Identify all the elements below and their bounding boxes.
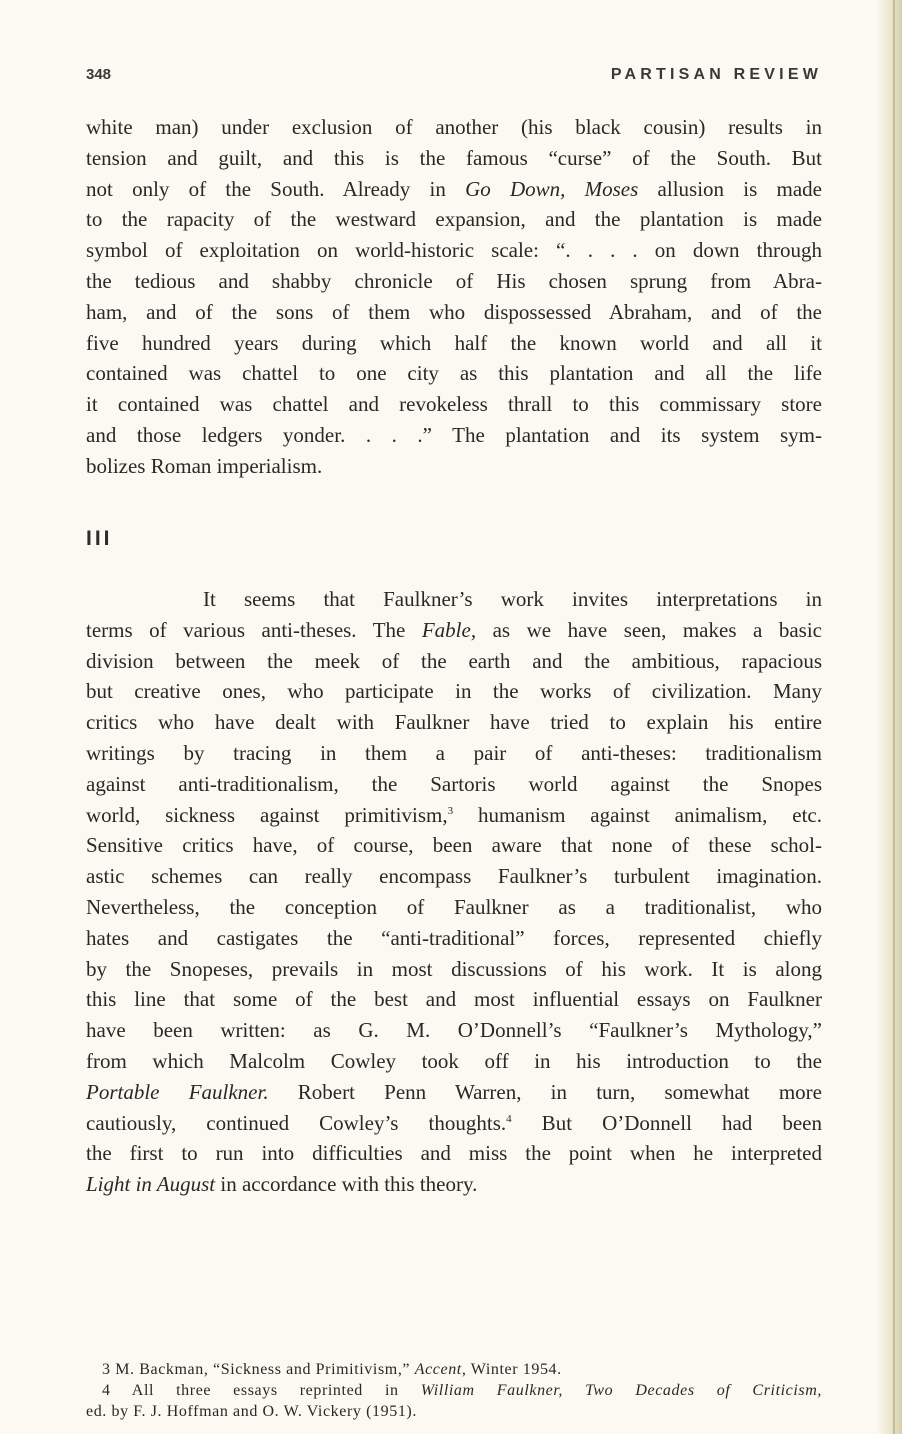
footnote-4-continued: ed. by F. J. Hoffman and O. W. Vickery (1951). <box>86 1403 417 1420</box>
text-line: against anti-traditionalism, the Sartoris world against the Snopes <box>86 771 822 796</box>
text-line: to the rapacity of the westward expansion, and the plantation is made <box>86 207 822 232</box>
text-line: not only of the South. Already in Go Down, Moses allusion is made <box>86 176 822 201</box>
text-line: but creative ones, who participate in the works of civilization. Many <box>86 679 822 704</box>
text-line: symbol of exploitation on world-historic scale: “. . . . on down through <box>86 238 822 263</box>
journal-title: PARTISAN REVIEW <box>610 66 822 83</box>
book-title-italic: Light in August <box>86 1172 216 1197</box>
text-line: Nevertheless, the conception of Faulkner as a traditionalist, who <box>86 894 822 919</box>
text-line: astic schemes can really encompass Faulkner’s turbulent imagination. <box>86 864 822 889</box>
paragraph-2 <box>86 584 822 1200</box>
text-line: it contained was chattel and revokeless thrall to this commissary store <box>86 392 822 417</box>
footnote-4: 4 All three essays reprinted in William Faulkner, Two Decades of Criticism, <box>102 1382 822 1399</box>
page-edge-shadow <box>876 0 902 1434</box>
book-title-italic: Fable, <box>421 617 477 642</box>
footnote-3: 3 M. Backman, “Sickness and Primitivism,” Accent, Winter 1954. <box>102 1361 562 1378</box>
text-line: by the Snopeses, prevails in most discussions of his work. It is along <box>86 956 822 981</box>
text-line: Light in August in accordance with this theory. <box>86 1172 478 1197</box>
text-line: from which Malcolm Cowley took off in his introduction to the <box>86 1048 822 1073</box>
text-line: writings by tracing in them a pair of anti-theses: traditionalism <box>86 740 822 765</box>
text-line: white man) under exclusion of another (his black cousin) results in <box>86 115 822 139</box>
journal-name-italic: Accent, <box>414 1361 467 1378</box>
book-title-italic: William Faulkner, Two Decades of Criticism, <box>420 1382 822 1399</box>
text-line: critics who have dealt with Faulkner have tried to explain his entire <box>86 710 822 735</box>
text-line: and those ledgers yonder. . . .” The plantation and its system sym- <box>86 422 822 447</box>
binding-line <box>893 0 895 1434</box>
text-line: Portable Faulkner. Robert Penn Warren, in turn, somewhat more <box>86 1079 822 1104</box>
page-number: 348 <box>86 66 112 83</box>
text-line: the tedious and shabby chronicle of His chosen sprung from Abra- <box>86 268 822 293</box>
text-line: tension and guilt, and this is the famous “curse” of the South. But <box>86 145 822 170</box>
text-line: cautiously, continued Cowley’s thoughts.$^4$ But O’Donnell had been <box>86 1110 822 1135</box>
text-line: the first to run into difficulties and miss the point when he interpreted <box>86 1141 822 1166</box>
text-line: Sensitive critics have, of course, been aware that none of these schol- <box>86 833 822 858</box>
text-line: ham, and of the sons of them who dispossessed Abraham, and of the <box>86 299 822 324</box>
text-line: hates and castigates the “anti-traditional” forces, represented chiefly <box>86 925 822 950</box>
book-title-italic: Portable Faulkner. <box>86 1079 269 1104</box>
section-number: III <box>86 527 113 550</box>
text-line: this line that some of the best and most influential essays on Faulkner <box>86 987 822 1012</box>
text-line: bolizes Roman imperialism. <box>86 453 323 478</box>
text-line: division between the meek of the earth and the ambitious, rapacious <box>86 648 822 673</box>
text-line: have been written: as G. M. O’Donnell’s “Faulkner’s Mythology,” <box>86 1018 822 1043</box>
text-line: world, sickness against primitivism,$^3$ humanism against animalism, etc. <box>86 802 822 827</box>
text-line: five hundred years during which half the known world and all it <box>86 330 822 355</box>
footnotes <box>86 1359 822 1422</box>
text-line: contained was chattel to one city as this plantation and all the life <box>86 361 822 386</box>
paragraph-1 <box>86 112 822 482</box>
book-title-italic: Go Down, Moses <box>465 176 639 201</box>
running-header <box>86 66 822 90</box>
text-line-indented: It seems that Faulkner’s work invites interpretations in <box>203 587 822 611</box>
text-line: terms of various anti-theses. The Fable, as we have seen, makes a basic <box>86 617 822 642</box>
footnote-ref-3: 3 <box>447 804 454 817</box>
footnote-ref-4: 4 <box>506 1112 512 1125</box>
